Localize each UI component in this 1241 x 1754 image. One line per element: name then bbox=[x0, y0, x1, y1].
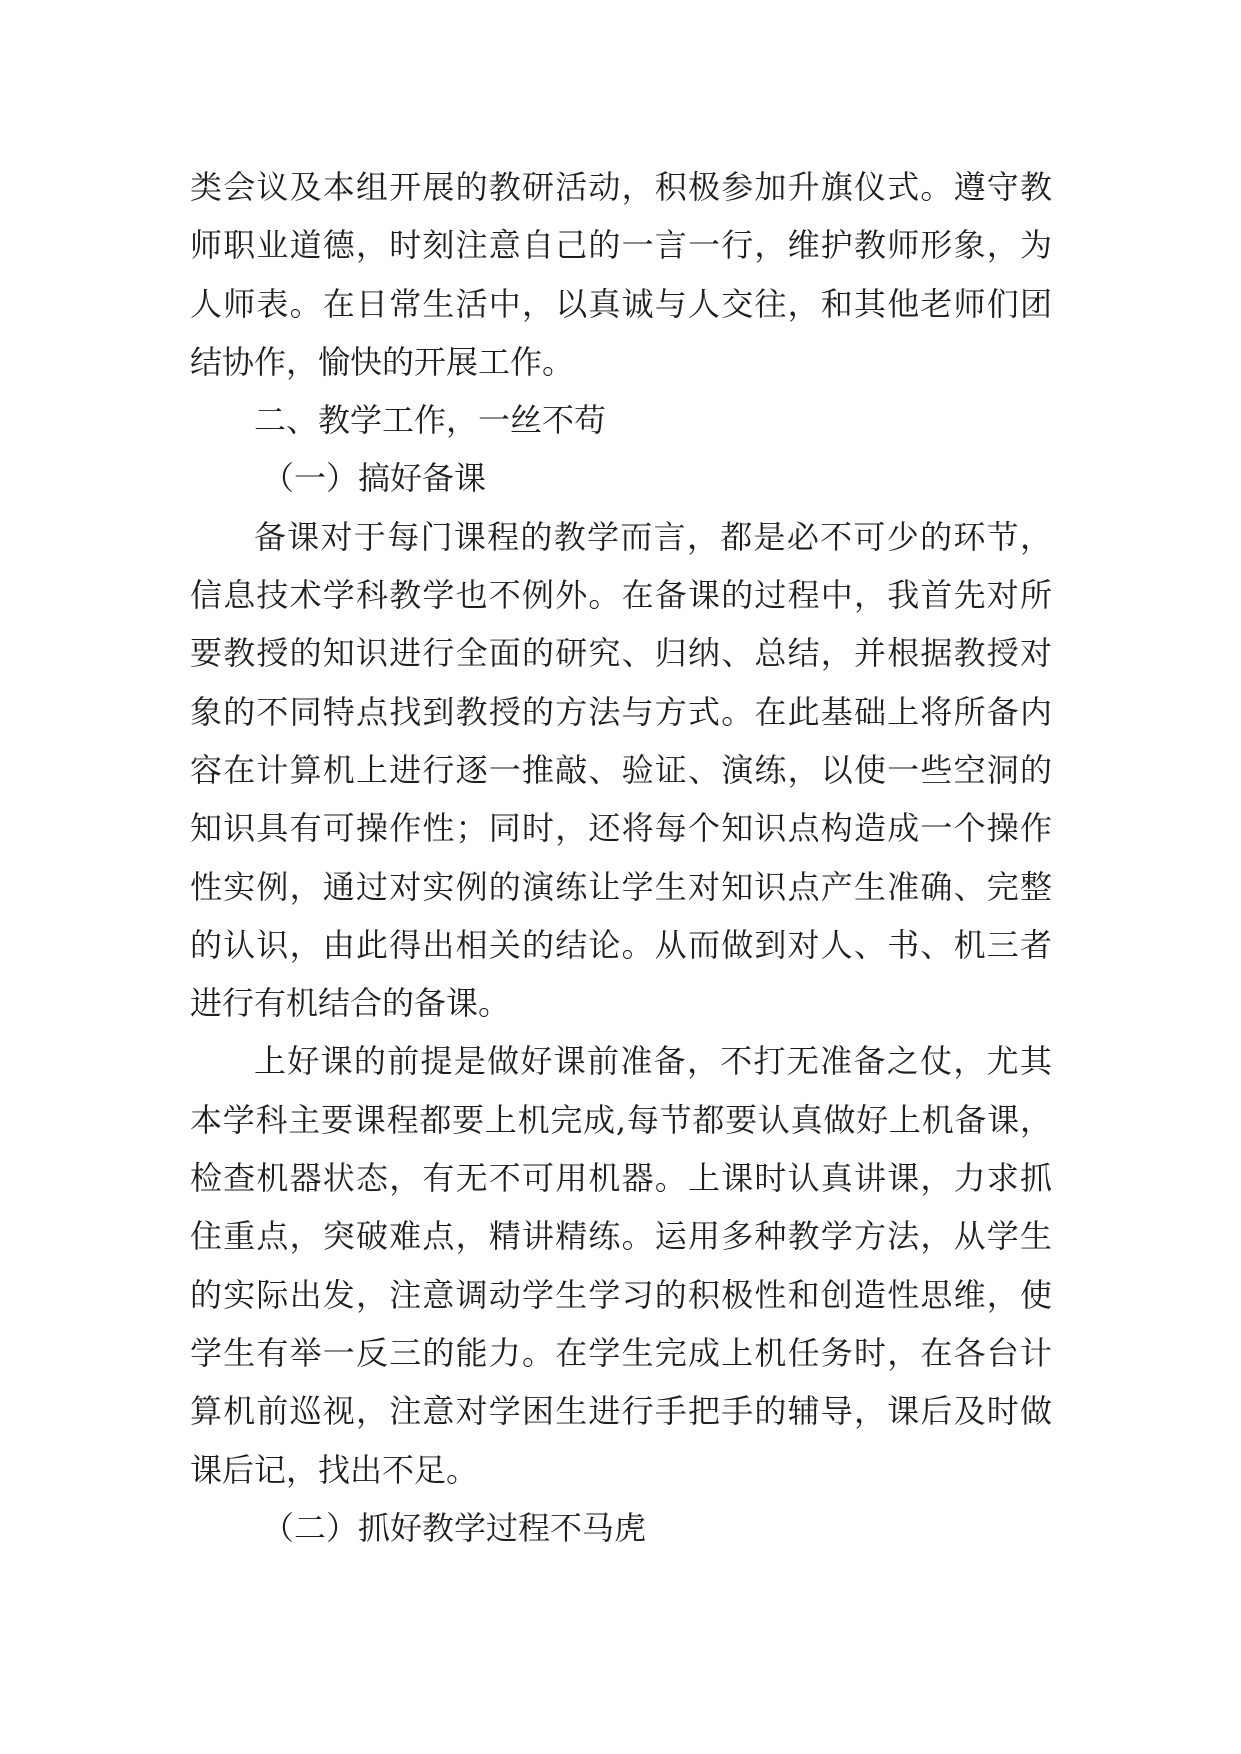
text-line: 算机前巡视，注意对学困生进行手把手的辅导，课后及时做 bbox=[190, 1392, 1052, 1431]
text-line: 类会议及本组开展的教研活动，积极参加升旗仪式。遵守教 bbox=[190, 168, 1052, 206]
text-line: 学生有举一反三的能力。在学生完成上机任务时，在各台计 bbox=[190, 1333, 1052, 1372]
text-line: 二、教学工作，一丝不苟 bbox=[254, 401, 607, 440]
text-line: （一）搞好备课 bbox=[262, 459, 487, 498]
text-line: 上好课的前提是做好课前准备，不打无准备之仗，尤其 bbox=[254, 1042, 1052, 1081]
text-line: 检查机器状态，有无不可用机器。上课时认真讲课，力求抓 bbox=[190, 1159, 1052, 1198]
text-line: 的认识，由此得出相关的结论。从而做到对人、书、机三者 bbox=[190, 925, 1052, 964]
text-line: 信息技术学科教学也不例外。在备课的过程中，我首先对所 bbox=[190, 576, 1052, 615]
text-line: 容在计算机上进行逐一推敲、验证、演练，以使一些空洞的 bbox=[190, 750, 1052, 789]
text-line: 要教授的知识进行全面的研究、归纳、总结，并根据教授对 bbox=[190, 634, 1052, 673]
text-line: 人师表。在日常生活中，以真诚与人交往，和其他老师们团 bbox=[190, 284, 1052, 323]
text-line: 课后记，找出不足。 bbox=[190, 1450, 479, 1489]
text-line: 本学科主要课程都要上机完成,每节都要认真做好上机备课， bbox=[190, 1100, 1052, 1139]
text-line: 象的不同特点找到教授的方法与方式。在此基础上将所备内 bbox=[190, 692, 1052, 731]
body-text bbox=[190, 158, 1052, 1557]
text-line: 进行有机结合的备课。 bbox=[190, 984, 511, 1023]
text-line: 性实例，通过对实例的演练让学生对知识点产生准确、完整 bbox=[190, 867, 1052, 906]
text-line: 的实际出发，注意调动学生学习的积极性和创造性思维，使 bbox=[190, 1275, 1052, 1314]
text-line: 备课对于每门课程的教学而言，都是必不可少的环节， bbox=[254, 517, 1052, 556]
text-line: 住重点，突破难点，精讲精练。运用多种教学方法，从学生 bbox=[190, 1217, 1052, 1256]
text-line: 结协作，愉快的开展工作。 bbox=[190, 342, 575, 381]
text-line: 知识具有可操作性；同时，还将每个知识点构造成一个操作 bbox=[190, 809, 1052, 848]
text-line: （二）抓好教学过程不马虎 bbox=[262, 1508, 647, 1547]
text-line: 师职业道德，时刻注意自己的一言一行，维护教师形象，为 bbox=[190, 226, 1052, 265]
